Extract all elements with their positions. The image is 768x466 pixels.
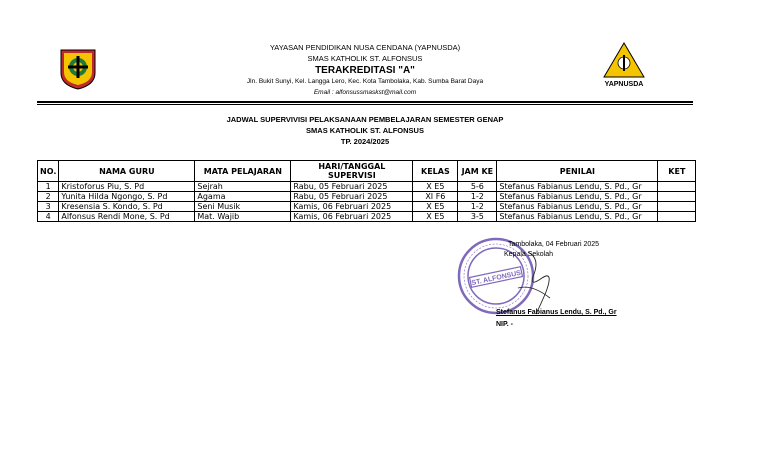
cell-penilai: Stefanus Fabianus Lendu, S. Pd., Gr — [497, 182, 658, 192]
school-address: Jln. Bukit Sunyi, Kel. Langga Lero, Kec. Kota Tambolaka, Kab. Sumba Barat Daya — [246, 78, 484, 85]
col-penilai: PENILAI — [497, 161, 658, 182]
cell-ket — [658, 202, 696, 212]
cell-mapel: Seni Musik — [195, 202, 291, 212]
cell-mapel: Mat. Wajib — [195, 212, 291, 222]
table-header-row — [38, 161, 696, 182]
cell-penilai: Stefanus Fabianus Lendu, S. Pd., Gr — [497, 192, 658, 202]
cell-ket — [658, 182, 696, 192]
cell-ket — [658, 212, 696, 222]
document-title — [200, 114, 530, 147]
cell-jam: 1-2 — [458, 192, 497, 202]
cell-kelas: XI F6 — [413, 192, 458, 202]
cell-kelas: X E5 — [413, 212, 458, 222]
cell-mapel: Sejrah — [195, 182, 291, 192]
cell-mapel: Agama — [195, 192, 291, 202]
letterhead — [200, 43, 530, 98]
yapnusda-logo-text: YAPNUSDA — [604, 81, 644, 88]
table-row — [38, 202, 696, 212]
foundation-name: YAYASAN PENDIDIKAN NUSA CENDANA (YAPNUSDA) — [269, 43, 461, 52]
col-kelas: KELAS — [413, 161, 458, 182]
cell-ket — [658, 192, 696, 202]
table-row — [38, 212, 696, 222]
cell-nama: Alfonsus Rendi Mone, S. Pd — [59, 212, 195, 222]
signer-nip: NIP. - — [496, 321, 513, 328]
table-row — [38, 192, 696, 202]
school-name: SMAS KATHOLIK ST. ALFONSUS — [307, 53, 423, 63]
school-logo-icon — [58, 47, 98, 91]
stamp-text: ST. ALFONSUS — [470, 269, 522, 288]
signer-role: Kepala Sekolah — [504, 251, 554, 258]
cell-jam: 1-2 — [458, 202, 497, 212]
col-ket: KET — [658, 161, 696, 182]
cell-penilai: Stefanus Fabianus Lendu, S. Pd., Gr — [497, 212, 658, 222]
place-date: Tambolaka, 04 Februari 2025 — [508, 241, 600, 248]
title-line-2: SMAS KATHOLIK ST. ALFONSUS — [306, 126, 424, 135]
title-line-3: TP. 2024/2025 — [340, 137, 390, 146]
col-hari-tanggal: HARI/TANGGAL SUPERVISI — [291, 161, 413, 182]
cell-nama: Yunita Hilda Ngongo, S. Pd — [59, 192, 195, 202]
table-row — [38, 182, 696, 192]
cell-jam: 5-6 — [458, 182, 497, 192]
cell-kelas: X E5 — [413, 202, 458, 212]
cell-no: 3 — [38, 202, 59, 212]
cell-penilai: Stefanus Fabianus Lendu, S. Pd., Gr — [497, 202, 658, 212]
cell-no: 1 — [38, 182, 59, 192]
col-no: NO. — [38, 161, 59, 182]
accreditation: TERAKREDITASI "A" — [315, 65, 415, 76]
col-jam-ke: JAM KE — [458, 161, 497, 182]
school-email: Email : alfonsussmaskst@mail.com — [313, 88, 417, 96]
cell-jam: 3-5 — [458, 212, 497, 222]
header-rule — [37, 101, 693, 103]
cell-nama: Kresensia S. Kondo, S. Pd — [59, 202, 195, 212]
signer-name: Stefanus Fabianus Lendu, S. Pd., Gr — [496, 309, 617, 316]
header-rule-thin — [37, 104, 693, 105]
col-mata-pelajaran: MATA PELAJARAN — [195, 161, 291, 182]
cell-tanggal: Rabu, 05 Februari 2025 — [291, 182, 413, 192]
cell-kelas: X E5 — [413, 182, 458, 192]
yapnusda-logo-icon — [600, 41, 648, 89]
cell-nama: Kristoforus Piu, S. Pd — [59, 182, 195, 192]
cell-tanggal: Kamis, 06 Februari 2025 — [291, 212, 413, 222]
col-nama-guru: NAMA GURU — [59, 161, 195, 182]
supervision-schedule-table — [37, 160, 696, 222]
cell-tanggal: Kamis, 06 Februari 2025 — [291, 202, 413, 212]
title-line-1: JADWAL SUPERVIVISI PELAKSANAAN PEMBELAJARAN SEMESTER GENAP — [226, 115, 504, 124]
cell-no: 4 — [38, 212, 59, 222]
cell-no: 2 — [38, 192, 59, 202]
cell-tanggal: Rabu, 05 Februari 2025 — [291, 192, 413, 202]
